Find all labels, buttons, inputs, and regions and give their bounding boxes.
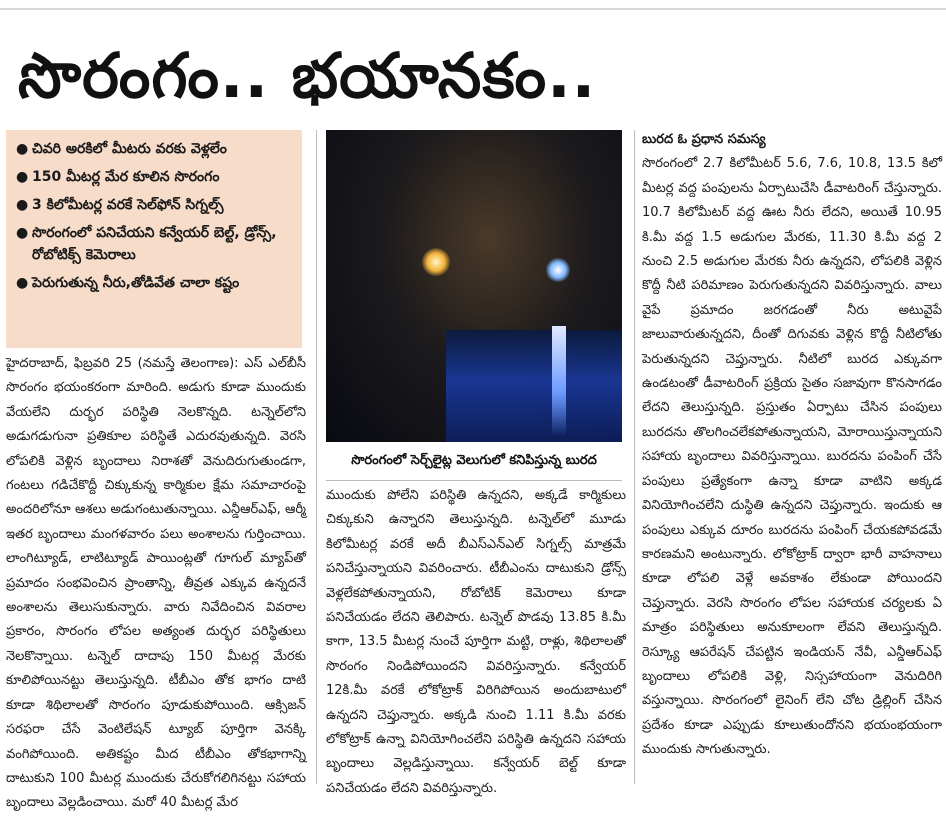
highlight-item — [16, 166, 296, 188]
column-divider — [634, 130, 635, 784]
photo-caption: సొరంగంలో సెర్చ్‌లైట్ల వెలుగులో కనిపిస్తున్న బురద — [326, 442, 622, 481]
highlight-item — [16, 194, 296, 216]
bullet-icon: ● — [16, 275, 29, 291]
highlight-item — [16, 272, 296, 294]
article-paragraph: ముందుకు పోలేని పరిస్థితి ఉన్నదని, అక్కడే కార్మికులు చిక్కుకుని ఉన్నారని తెలుస్తున్నది. టన్నెల్‌లో మూడు కిలోమీటర్ల వరకే అదీ బీఎస్‌ఎన్‌ఎల్ సిగ్నల్స్ మాత్రమే పనిచేస్తున్నాయని వివరించారు. టీబీఎంను దాటుకుని డ్రోన్స్ వెళ్లలేకపోతున్నాయని, రోబోటిక్ కెమెరాలు కూడా పనిచేయడం లేదని తెలిపారు. టన్నెల్ పొడవు 13.85 కి.మీ కాగా, 13.5 మీటర్ల నుంచే పూర్తిగా మట్టి, రాళ్లు, శిథిలాలతో సొరంగం నిండిపోయిందని వివరిస్తున్నారు. కన్వేయర్ 12కి.మీ వరకే లోకోట్రాక్ విరిగిపోయిన అందుబాటులో ఉన్నదని చెప్తున్నారు. అక్కడి నుంచి 1.11 కి.మీ వరకు లోకోట్రాక్ ఉన్నా వినియోగించలేని పరిస్థితి ఉన్నదని సహాయ బృందాలు వెల్లడిస్తున్నాయి. కన్వేయర్ బెల్ట్ కూడా పనిచేయడం లేదని వివరిస్తున్నారు. — [326, 488, 626, 796]
light-reflection — [552, 326, 566, 436]
highlight-text: చివరి అరకిలో మీటరు వరకు వెళ్లలేం — [32, 141, 227, 157]
article-paragraph: హైదరాబాద్, ఫిబ్రవరి 25 (నమస్తే తెలంగాణ): ఎస్ ఎల్‌బీసీ సొరంగం భయంకరంగా మారింది. అడుగు కూడా ముందుకు వేయలేని దుర్భర పరిస్థితి నెలకొన్నది. టన్నెల్‌లోని అడుగడుగునా ప్రతికూల పరిస్థితే ఎదురవుతున్నది. వెరసి లోపలికి వెళ్లిన బృందాలు నిరాశతో వెనుదిరుగుతుండగా, గంటలు గడిచేకొద్దీ చిక్కుకున్న కార్మికుల క్షేమ సమాచారంపై అందరిలోనూ ఆశలు అడుగంటుతున్నాయి. ఎన్డీఆర్‌ఎఫ్, ఆర్మీ ఇతర బృందాలు మంగళవారం పలు అంశాలను గుర్తించాయి. లాంగిట్యూడ్, లాటిట్యూడ్ పాయింట్లతో గూగుల్ మ్యాప్‌తో ప్రమాదం సంభవించిన ప్రాంతాన్ని, తీవ్రత ఎక్కువ ఉన్నదనే అంశాలను తెలుసుకున్నారు. వారు నివేదించిన వివరాల ప్రకారం, సొరంగం లోపల అత్యంత దుర్భర పరిస్థితులు నెలకొన్నాయి. టన్నెల్ దాదాపు 150 మీటర్ల మేరకు కూలిపోయినట్టు తెలుస్తున్నది. టీబీఎం తోక భాగం దాటి కూడా శిథిలాలతో సొరంగం పూడుకుపోయింది. ఆక్సిజన్ సరఫరా చేసే వెంటిలేషన్ ట్యూబ్ పూర్తిగా వెనక్కి వంగిపోయింది. అతికష్టం మీద టీబీఎం తోకభాగాన్ని దాటుకుని 100 మీటర్ల ముందుకు చేరుకోగలిగినట్టు సహాయ బృందాలు వెల్లడించాయి. మరో 40 మీటర్ల మేర — [6, 356, 306, 811]
top-rule — [0, 8, 946, 10]
headline: సొరంగం.. భయానకం.. — [18, 39, 597, 112]
highlight-text: పెరుగుతున్న నీరు,తోడివేత చాలా కష్టం — [32, 275, 240, 291]
highlight-text: సొరంగంలో పనిచేయని కన్వేయర్ బెల్ట్, డ్రోన్స్, రోబోటిక్స్ కెమెరాలు — [32, 225, 277, 263]
bullet-icon: ● — [16, 225, 29, 241]
article-column-2 — [326, 484, 626, 796]
highlight-item — [16, 138, 296, 160]
searchlight-blue — [546, 258, 570, 282]
bullet-icon: ● — [16, 141, 29, 157]
highlight-text: 3 కిలోమీటర్ల వరకే సెల్‌ఫోన్ సిగ్నల్స్ — [32, 197, 224, 213]
subheading: బురద ఓ ప్రధాన సమస్య — [642, 132, 766, 147]
bullet-icon: ● — [16, 197, 29, 213]
tunnel-photo — [326, 130, 622, 442]
highlights-box — [6, 130, 302, 348]
highlight-item — [16, 222, 296, 266]
article-paragraph: సొరంగంలో 2.7 కిలోమీటర్ 5.6, 7.6, 10.8, 13.5 కిలో మీటర్ల వద్ద పంపులను ఏర్పాటుచేసి డీవాటరింగ్ చేస్తున్నారు. 10.7 కిలోమీటర్ వద్ద ఊట నీరు లేదని, అయితే 10.95 కి.మీ వద్ద 1.5 అడుగుల మేరకు, 11.30 కి.మీ వద్ద 2 నుంచి 2.5 అడుగుల మేరకు నీరు ఉన్నదని, లోపలికి వెళ్లిన కొద్దీ నీటి పరిమాణం పెరుగుతున్నదని వివరిస్తున్నారు. వాలు వైపే ప్రమాదం జరగడంతో నీరు అటువైపే జాలువారుతున్నదని, దీంతో దిగువకు వెళ్లిన కొద్దీ నీటిలోతు పెరుతున్నదని చెప్తున్నారు. నీటిలో బురద ఎక్కువగా ఉండటంతో డీవాటరింగ్ ప్రక్రియ సైతం సజావుగా కొనసాగడం లేదని తెలుస్తున్నది. ప్రస్తుతం ఏర్పాటు చేసిన పంపులు బురదను తొలగించలేకపోతున్నాయని, మోరాయిస్తున్నాయని సహాయ బృందాలు వివరిస్తున్నాయి. బురదను పంపింగ్ చేసే పంపులు ప్రత్యేకంగా ఉన్నా కూడా వాటిని అక్కడ వినియోగించలేని దుస్థితి ఉన్నదని చెప్తున్నారు. ఇందుకు ఆ పంపులు ఎక్కువ దూరం బురదను పంపింగ్ చేయకపోవడమే కారణమని అంటున్నారు. లోకోట్రాక్ ద్వారా భారీ వాహనాలు కూడా లోపలి వెళ్లే అవకాశం లేకుండా పోయిందని చెప్తున్నారు. వెరసి సొరంగం లోపల సహాయక చర్యలకు ఏ మాత్రం పరిస్థితులు అనుకూలంగా లేవని తెలుస్తున్నది. రెస్క్యూ ఆపరేషన్ చేపట్టిన ఇండియన్ నేవీ, ఎన్డీఆర్‌ఎఫ్ బృందాలు లోపలికి వెళ్లి, నిస్సహాయంగా వెనుదిరిగి వస్తున్నాయి. సొరంగంలో లైనింగ్ లేని చోట డ్రిల్లింగ్ చేసిన ప్రదేశం కూడా ఎప్పుడు కూలుతుందోనని భయంభయంగా ముందుకు సాగుతున్నారు. — [642, 156, 942, 758]
searchlight-orange — [422, 248, 450, 276]
article-column-1 — [6, 352, 306, 811]
column-divider — [316, 130, 317, 784]
water-surface — [446, 330, 622, 442]
bullet-icon: ● — [16, 169, 29, 185]
highlight-text: 150 మీటర్ల మేర కూలిన సొరంగం — [32, 169, 220, 185]
article-column-3 — [642, 128, 942, 784]
